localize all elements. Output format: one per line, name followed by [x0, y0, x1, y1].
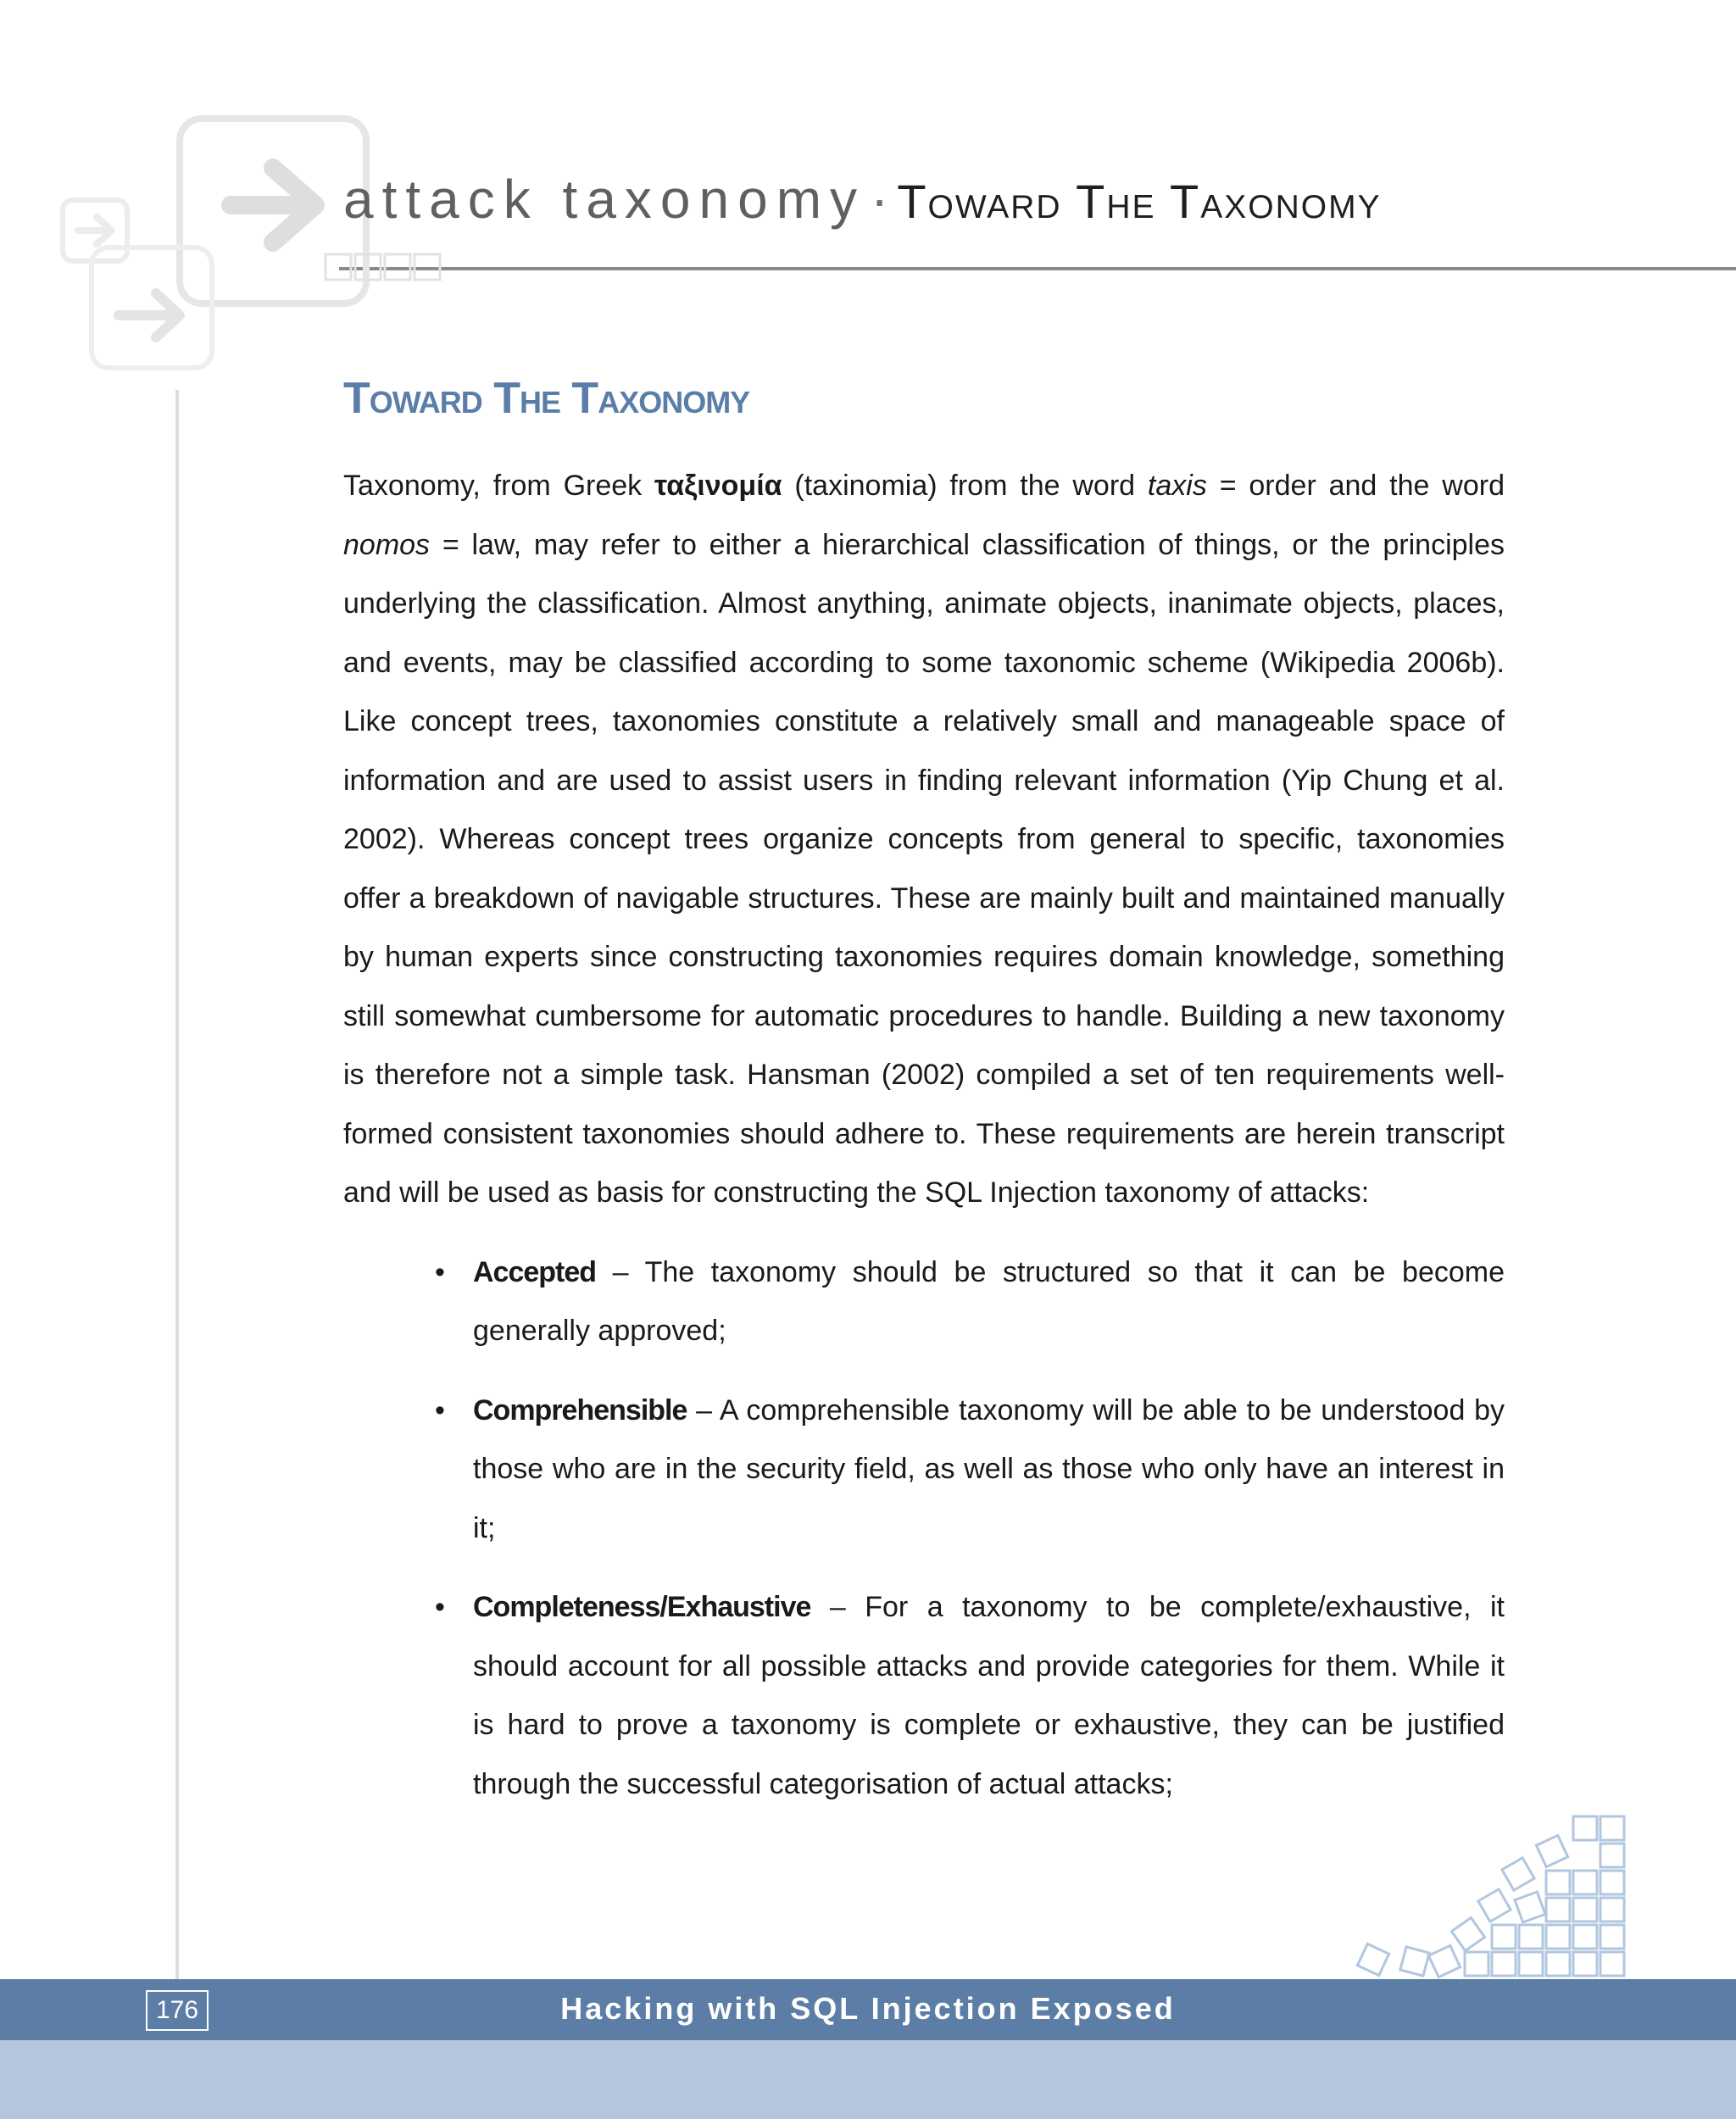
list-item — [435, 1243, 1505, 1361]
arrow-box-large-icon — [180, 119, 366, 303]
paragraph-text: Taxonomy, from Greek — [343, 470, 655, 502]
running-header-section: Toward The Taxonomy — [897, 175, 1382, 228]
requirement-term: Completeness/Exhaustive — [473, 1591, 811, 1623]
footer-band — [0, 2040, 1736, 2119]
requirement-term: Comprehensible — [473, 1393, 687, 1427]
requirement-text: – A comprehensible taxonomy will be able to be understood by those who are in the security field, as well as those who only have an interest in it; — [473, 1393, 1505, 1544]
list-item — [435, 1382, 1505, 1559]
body-content — [343, 457, 1505, 1834]
header-small-squares — [326, 254, 440, 280]
bullet-icon: • — [435, 1393, 445, 1427]
running-header-separator: · — [871, 169, 889, 230]
bullet-icon: • — [435, 1255, 445, 1288]
running-header — [343, 168, 1382, 231]
paragraph-text: (taxinomia) from the word — [782, 470, 1148, 502]
page-number: 176 — [146, 1990, 209, 2031]
bullet-icon: • — [435, 1591, 445, 1623]
arrow-box-small-icon — [63, 200, 127, 261]
requirement-term: Accepted — [473, 1255, 597, 1288]
greek-word: ταξινομία — [654, 470, 782, 502]
requirement-text: – The taxonomy should be structured so that it can be become generally approved; — [473, 1255, 1505, 1347]
list-item — [435, 1578, 1505, 1814]
body-paragraph — [343, 457, 1505, 1223]
requirements-list — [343, 1243, 1505, 1815]
square-cluster-decoration — [1357, 1816, 1624, 1977]
running-header-chapter: attack taxonomy — [343, 169, 865, 230]
italic-term-taxis: taxis — [1147, 470, 1207, 502]
paragraph-text: = order and the word — [1206, 470, 1505, 502]
footer-book-title: Hacking with SQL Injection Exposed — [560, 1991, 1176, 2026]
paragraph-text: = law, may refer to either a hierarchical classification of things, or the principles underlying the classification. Almost anything, animate objects, inanimate objects, places, and events, may be classified according to some taxonomic scheme (Wikipedia 2006b). Like concept trees, taxonomies constitute a relatively small and manageable space of information and are used to assist users in finding relevant information (Yip Chung et al. 2002). Whereas concept trees organize concepts from general to specific, taxonomies offer a breakdown of navigable structures. These are mainly built and maintained manually by human experts since constructing taxonomies requires domain knowledge, something still somewhat cumbersome for automatic procedures to handle. Building a new taxonomy is therefore not a simple task. Hansman (2002) compiled a set of ten requirements well-formed consistent taxonomies should adhere to. These requirements are herein transcript and will be used as basis for constructing the SQL Injection taxonomy of attacks: — [343, 528, 1505, 1209]
arrow-box-medium-icon — [92, 247, 212, 368]
section-heading: Toward The Taxonomy — [343, 374, 750, 423]
requirement-text: – For a taxonomy to be complete/exhaustive, it should account for all possible attacks and provide categories for them. While it is hard to prove a taxonomy is complete or exhaustive, they can be justified through the successful categorisation of actual attacks; — [473, 1591, 1505, 1800]
italic-term-nomos: nomos — [343, 528, 431, 561]
